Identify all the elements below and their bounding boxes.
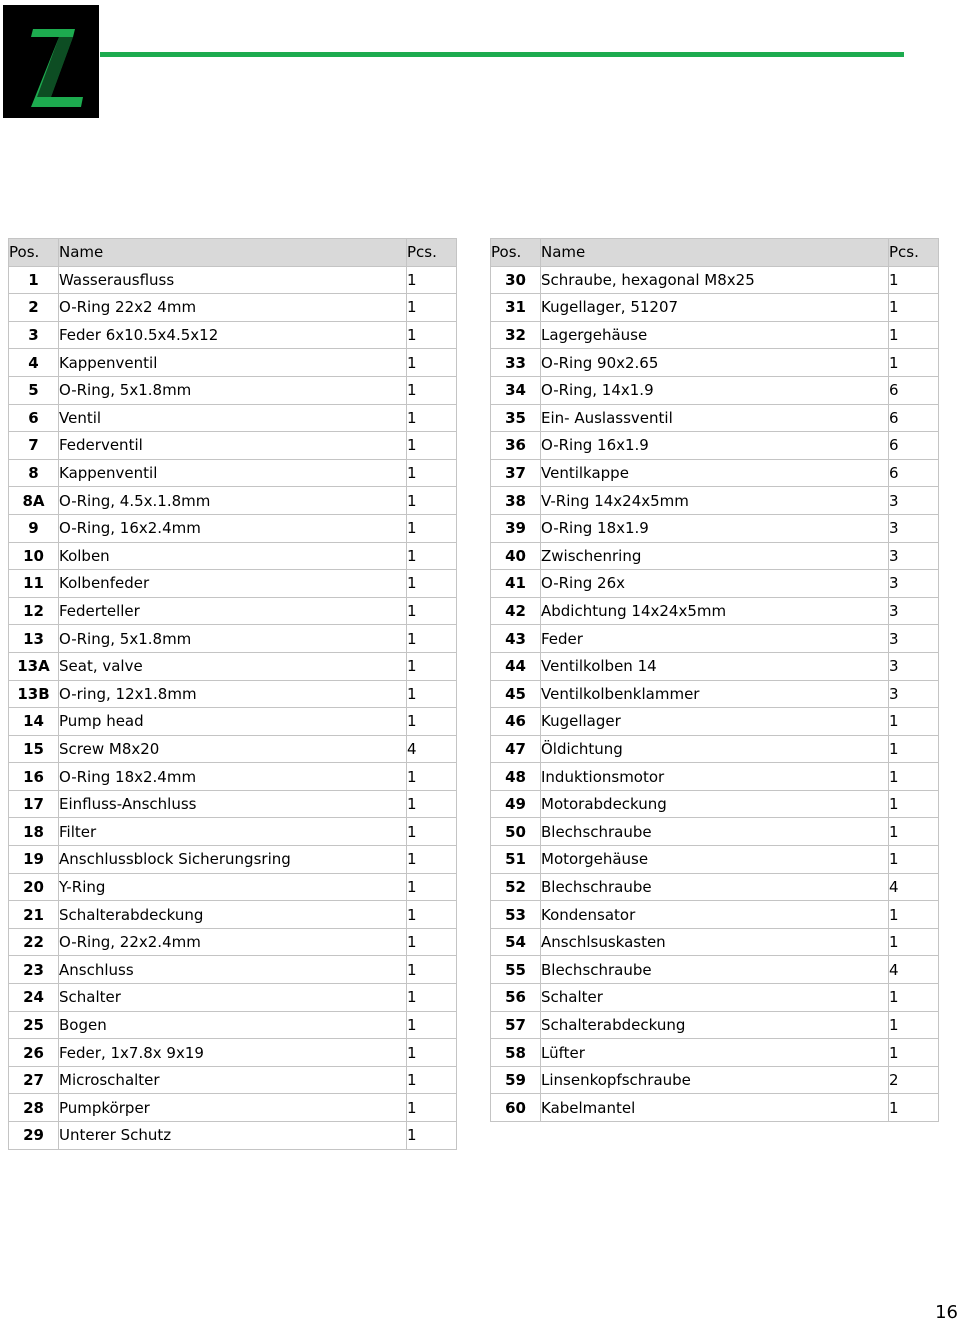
row-pcs: 1 [889,846,939,874]
brand-logo [3,5,99,118]
table-row [491,680,939,708]
table-row [491,570,939,598]
row-pos: 51 [491,846,541,874]
row-name: Kappenventil [59,349,407,377]
table-row [491,321,939,349]
row-pos: 33 [491,349,541,377]
row-pos: 44 [491,652,541,680]
parts-table-left [8,238,457,1150]
row-name: Blechschraube [541,873,889,901]
row-pos: 37 [491,459,541,487]
row-name: O-Ring 16x1.9 [541,432,889,460]
row-pcs: 6 [889,459,939,487]
row-name: Feder, 1x7.8x 9x19 [59,1039,407,1067]
row-pcs: 1 [407,266,457,294]
row-pos: 8A [9,487,59,515]
row-pcs: 1 [889,1011,939,1039]
row-pcs: 3 [889,487,939,515]
row-pcs: 1 [407,404,457,432]
row-pcs: 1 [407,542,457,570]
row-name: Feder 6x10.5x4.5x12 [59,321,407,349]
row-pcs: 1 [407,349,457,377]
row-pcs: 1 [889,294,939,322]
row-name: Schalterabdeckung [541,1011,889,1039]
row-name: Ventilkappe [541,459,889,487]
row-name: Linsenkopfschraube [541,1066,889,1094]
row-name: O-Ring, 5x1.8mm [59,625,407,653]
row-pos: 21 [9,901,59,929]
row-pos: 11 [9,570,59,598]
row-pos: 13 [9,625,59,653]
table-row [9,901,457,929]
row-name: Induktionsmotor [541,763,889,791]
row-pcs: 1 [889,1039,939,1067]
row-pos: 24 [9,984,59,1012]
row-pcs: 1 [407,790,457,818]
row-pcs: 1 [407,514,457,542]
row-pcs: 3 [889,597,939,625]
header-pcs: Pcs. [407,239,457,267]
row-pos: 49 [491,790,541,818]
row-pcs: 6 [889,404,939,432]
row-name: Filter [59,818,407,846]
row-name: Abdichtung 14x24x5mm [541,597,889,625]
row-pos: 40 [491,542,541,570]
row-pos: 48 [491,763,541,791]
table-row [491,542,939,570]
table-row [9,597,457,625]
table-row [9,680,457,708]
row-pos: 60 [491,1094,541,1122]
row-name: Einfluss-Anschluss [59,790,407,818]
row-pcs: 1 [889,1094,939,1122]
row-pcs: 1 [889,763,939,791]
row-pcs: 1 [407,1094,457,1122]
table-row [9,266,457,294]
row-name: Screw M8x20 [59,735,407,763]
row-pos: 45 [491,680,541,708]
table-row [9,652,457,680]
row-pos: 43 [491,625,541,653]
table-row [491,956,939,984]
row-pcs: 1 [407,1039,457,1067]
row-name: Wasserausfluss [59,266,407,294]
row-name: Kugellager [541,708,889,736]
row-pcs: 6 [889,432,939,460]
row-pcs: 1 [407,376,457,404]
row-name: Microschalter [59,1066,407,1094]
row-pos: 19 [9,846,59,874]
row-name: O-Ring, 5x1.8mm [59,376,407,404]
row-name: Kabelmantel [541,1094,889,1122]
row-pcs: 1 [407,928,457,956]
row-name: Lagergehäuse [541,321,889,349]
row-pcs: 4 [889,873,939,901]
table-row [491,294,939,322]
table-row [491,790,939,818]
z-logo-icon [3,5,99,118]
row-pos: 36 [491,432,541,460]
table-row [9,763,457,791]
table-header-row [491,239,939,267]
row-name: Schalter [541,984,889,1012]
row-pos: 55 [491,956,541,984]
row-pcs: 3 [889,680,939,708]
table-row [9,432,457,460]
table-row [491,266,939,294]
row-pcs: 1 [407,1066,457,1094]
row-pos: 6 [9,404,59,432]
row-pos: 3 [9,321,59,349]
row-pcs: 1 [407,763,457,791]
row-name: Feder [541,625,889,653]
table-row [9,294,457,322]
table-row [9,928,457,956]
table-row [491,376,939,404]
table-row [491,349,939,377]
table-row [9,790,457,818]
header-pcs: Pcs. [889,239,939,267]
table-row [491,873,939,901]
table-row [9,321,457,349]
row-name: Schraube, hexagonal M8x25 [541,266,889,294]
table-row [9,625,457,653]
row-pcs: 1 [889,818,939,846]
table-row [491,597,939,625]
row-name: Bogen [59,1011,407,1039]
table-row [9,818,457,846]
row-name: Ventilkolben 14 [541,652,889,680]
table-row [9,873,457,901]
table-row [9,735,457,763]
row-pos: 7 [9,432,59,460]
row-pos: 22 [9,928,59,956]
table-row [491,432,939,460]
row-pcs: 3 [889,514,939,542]
row-pcs: 1 [407,625,457,653]
row-name: Seat, valve [59,652,407,680]
table-row [491,984,939,1012]
row-name: Motorabdeckung [541,790,889,818]
row-pos: 8 [9,459,59,487]
table-row [9,1122,457,1150]
table-row [9,1094,457,1122]
row-pcs: 1 [407,294,457,322]
row-name: Ein- Auslassventil [541,404,889,432]
row-pcs: 1 [407,432,457,460]
row-pcs: 1 [407,846,457,874]
table-row [491,487,939,515]
row-pos: 14 [9,708,59,736]
row-name: Ventil [59,404,407,432]
table-row [9,1011,457,1039]
row-name: O-Ring 18x2.4mm [59,763,407,791]
row-pos: 42 [491,597,541,625]
row-name: O-Ring, 14x1.9 [541,376,889,404]
row-name: V-Ring 14x24x5mm [541,487,889,515]
row-name: Zwischenring [541,542,889,570]
row-pos: 47 [491,735,541,763]
table-row [491,928,939,956]
row-name: O-Ring 18x1.9 [541,514,889,542]
table-row [491,763,939,791]
row-name: Schalterabdeckung [59,901,407,929]
row-name: Kolbenfeder [59,570,407,598]
table-row [491,1039,939,1067]
row-name: O-Ring 26x [541,570,889,598]
row-pos: 2 [9,294,59,322]
row-pcs: 3 [889,542,939,570]
table-row [9,956,457,984]
table-row [9,1039,457,1067]
row-pos: 32 [491,321,541,349]
table-row [491,625,939,653]
row-pcs: 1 [407,901,457,929]
row-name: Kappenventil [59,459,407,487]
row-pos: 30 [491,266,541,294]
row-pcs: 1 [889,790,939,818]
table-row [491,1066,939,1094]
row-name: Schalter [59,984,407,1012]
row-pos: 26 [9,1039,59,1067]
row-pcs: 1 [889,349,939,377]
row-pcs: 1 [407,321,457,349]
row-pos: 34 [491,376,541,404]
row-pcs: 1 [407,818,457,846]
row-pos: 15 [9,735,59,763]
row-pos: 35 [491,404,541,432]
row-pos: 13B [9,680,59,708]
table-row [9,487,457,515]
row-pos: 29 [9,1122,59,1150]
row-name: Federventil [59,432,407,460]
table-row [491,846,939,874]
row-pos: 5 [9,376,59,404]
row-pos: 52 [491,873,541,901]
table-row [9,708,457,736]
row-name: O-Ring, 4.5x.1.8mm [59,487,407,515]
row-pos: 10 [9,542,59,570]
row-pos: 39 [491,514,541,542]
table-row [491,404,939,432]
table-row [9,542,457,570]
row-pos: 56 [491,984,541,1012]
row-pcs: 1 [407,652,457,680]
row-pos: 53 [491,901,541,929]
row-name: O-Ring 22x2 4mm [59,294,407,322]
row-pos: 46 [491,708,541,736]
table-row [9,514,457,542]
row-name: O-ring, 12x1.8mm [59,680,407,708]
header-accent-line [100,52,904,57]
row-pcs: 1 [407,487,457,515]
row-pos: 13A [9,652,59,680]
row-name: Kondensator [541,901,889,929]
row-pcs: 2 [889,1066,939,1094]
row-pcs: 1 [889,928,939,956]
row-pcs: 1 [407,597,457,625]
table-row [491,1094,939,1122]
parts-table-right [490,238,939,1122]
row-pcs: 1 [889,735,939,763]
row-pcs: 6 [889,376,939,404]
row-pos: 58 [491,1039,541,1067]
table-row [491,514,939,542]
row-pcs: 4 [407,735,457,763]
table-row [9,570,457,598]
table-row [9,459,457,487]
row-name: Anschlsuskasten [541,928,889,956]
row-pcs: 3 [889,625,939,653]
row-name: O-Ring 90x2.65 [541,349,889,377]
row-pos: 59 [491,1066,541,1094]
row-name: Pump head [59,708,407,736]
row-name: Motorgehäuse [541,846,889,874]
row-pcs: 3 [889,570,939,598]
row-pcs: 1 [407,956,457,984]
table-row [9,1066,457,1094]
row-pcs: 1 [889,901,939,929]
header-pos: Pos. [491,239,541,267]
row-pos: 1 [9,266,59,294]
header-name: Name [541,239,889,267]
row-pos: 38 [491,487,541,515]
table-row [491,652,939,680]
table-row [491,901,939,929]
table-row [9,349,457,377]
table-row [491,818,939,846]
row-name: Federteller [59,597,407,625]
row-name: Blechschraube [541,956,889,984]
row-name: Unterer Schutz [59,1122,407,1150]
row-pos: 41 [491,570,541,598]
row-name: Y-Ring [59,873,407,901]
row-name: O-Ring, 22x2.4mm [59,928,407,956]
header-pos: Pos. [9,239,59,267]
row-pos: 57 [491,1011,541,1039]
row-name: Kugellager, 51207 [541,294,889,322]
header-name: Name [59,239,407,267]
row-name: Pumpkörper [59,1094,407,1122]
row-pos: 9 [9,514,59,542]
row-pcs: 1 [407,984,457,1012]
row-pcs: 4 [889,956,939,984]
row-pcs: 1 [889,266,939,294]
table-row [9,376,457,404]
row-pcs: 3 [889,652,939,680]
row-pos: 28 [9,1094,59,1122]
table-row [9,404,457,432]
row-name: Anschluss [59,956,407,984]
row-pcs: 1 [889,321,939,349]
row-pos: 17 [9,790,59,818]
row-name: Öldichtung [541,735,889,763]
row-pos: 50 [491,818,541,846]
row-pcs: 1 [407,459,457,487]
row-name: Blechschraube [541,818,889,846]
row-pcs: 1 [889,708,939,736]
row-pcs: 1 [407,570,457,598]
row-pos: 54 [491,928,541,956]
table-row [491,459,939,487]
row-pos: 23 [9,956,59,984]
table-row [9,846,457,874]
table-row [9,984,457,1012]
row-pos: 25 [9,1011,59,1039]
row-pos: 4 [9,349,59,377]
row-pcs: 1 [407,680,457,708]
row-pcs: 1 [407,708,457,736]
table-header-row [9,239,457,267]
row-name: Anschlussblock Sicherungsring [59,846,407,874]
row-pos: 20 [9,873,59,901]
row-pos: 18 [9,818,59,846]
row-pos: 31 [491,294,541,322]
row-name: Kolben [59,542,407,570]
row-pos: 27 [9,1066,59,1094]
row-pcs: 1 [407,1011,457,1039]
table-row [491,708,939,736]
page-number: 16 [935,1302,958,1323]
row-pcs: 1 [407,1122,457,1150]
table-row [491,1011,939,1039]
row-name: Lüfter [541,1039,889,1067]
row-pcs: 1 [407,873,457,901]
row-pcs: 1 [889,984,939,1012]
row-name: Ventilkolbenklammer [541,680,889,708]
row-name: O-Ring, 16x2.4mm [59,514,407,542]
row-pos: 16 [9,763,59,791]
row-pos: 12 [9,597,59,625]
table-row [491,735,939,763]
